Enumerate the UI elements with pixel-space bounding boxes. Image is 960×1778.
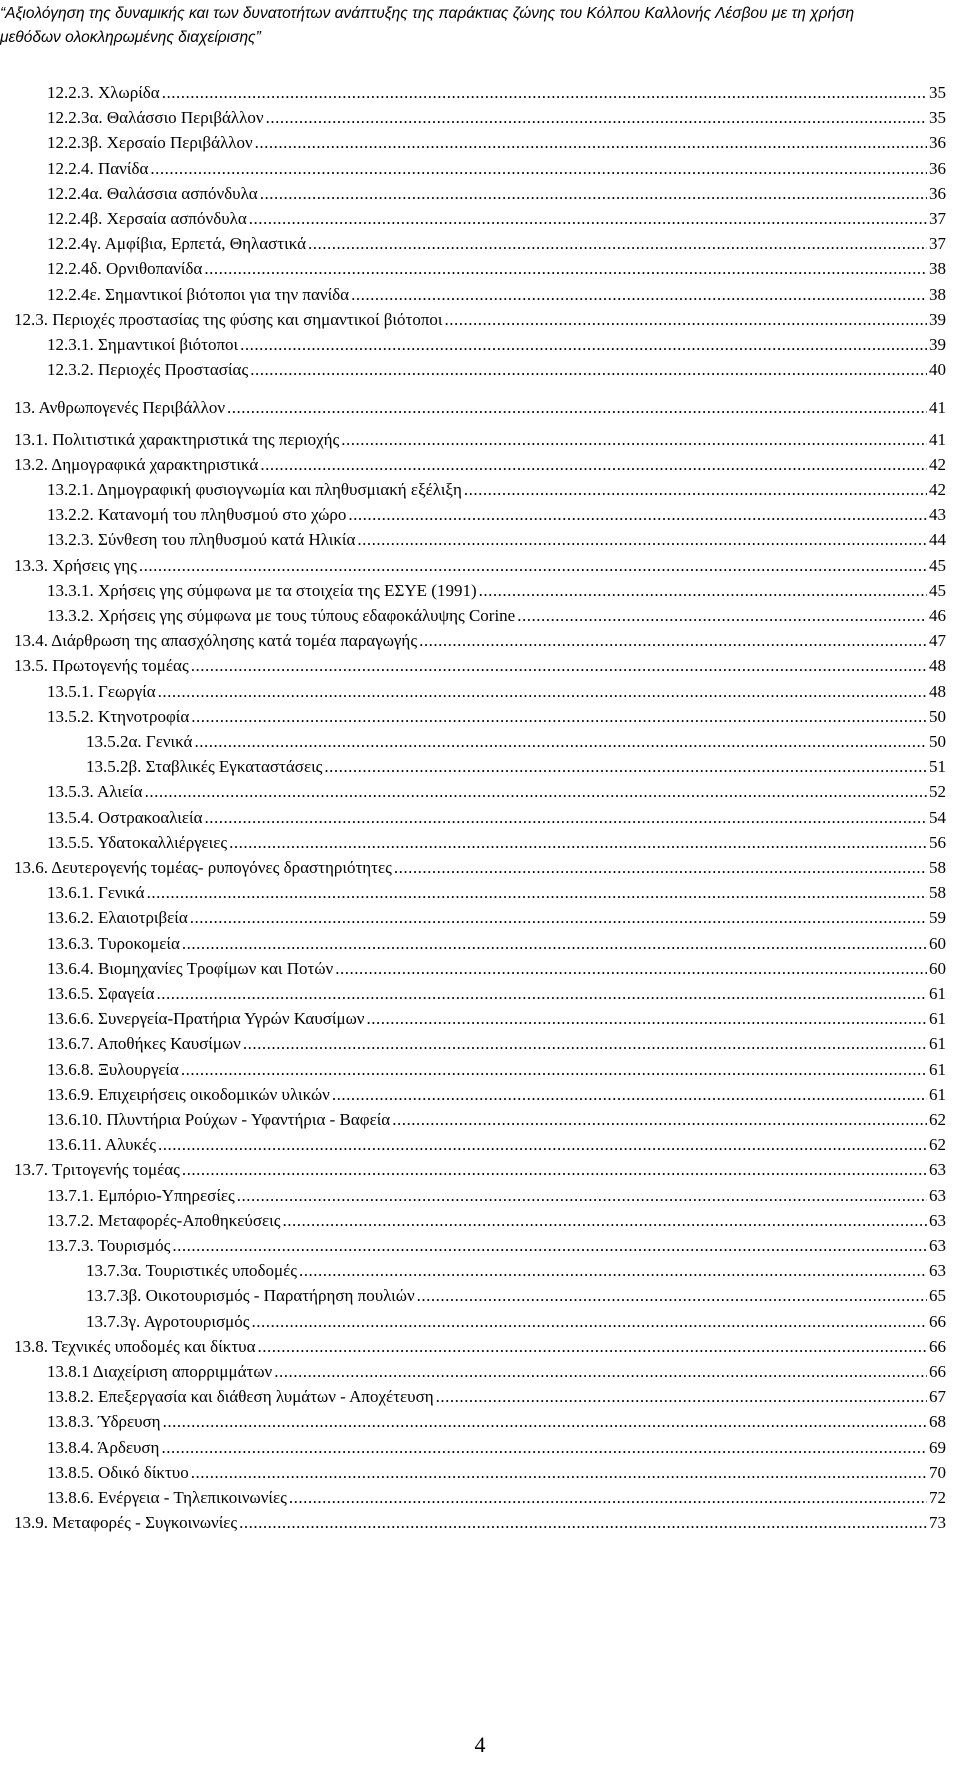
toc-entry-page: 51 [929, 757, 946, 777]
toc-entry-title: 13.7.3. Τουρισμός [47, 1236, 171, 1255]
toc-entry-page: 50 [929, 706, 946, 726]
toc-leader-dots [191, 1460, 927, 1485]
toc-entry-title: 13.5.2β. Σταβλικές Εγκαταστάσεις [86, 757, 323, 777]
toc-entry[interactable] [47, 256, 946, 281]
toc-leader-dots [357, 527, 927, 552]
toc-leader-dots [190, 905, 927, 930]
toc-entry-title: 12.2.4. Πανίδα [47, 158, 149, 178]
toc-entry-page: 36 [929, 158, 946, 178]
toc-entry-page: 63 [929, 1210, 946, 1230]
toc-leader-dots [227, 395, 927, 420]
toc-entry-title: 13.7.3α. Τουριστικές υποδομές [86, 1261, 298, 1281]
toc-entry-title: 13.7.3γ. Αγροτουρισμός [86, 1311, 250, 1331]
toc-entry-page: 73 [929, 1513, 946, 1533]
toc-entry-page: 50 [929, 732, 946, 751]
toc-entry-page: 41 [929, 429, 946, 449]
toc-leader-dots [252, 1309, 928, 1334]
toc-entry-title: 13.6.6. Συνεργεία-Πρατήρια Υγρών Καυσίμων [47, 1009, 365, 1029]
toc-entry-title: 13.8.3. Ύδρευση [47, 1412, 161, 1432]
toc-entry-page: 42 [929, 454, 946, 474]
toc-entry-page: 39 [929, 309, 946, 329]
toc-leader-dots [240, 332, 927, 357]
toc-entry-title: 13.7.1. Εμπόριο-Υπηρεσίες [47, 1185, 235, 1205]
toc-entry[interactable] [47, 956, 946, 981]
toc-entry[interactable] [14, 427, 946, 452]
toc-entry[interactable] [47, 527, 946, 552]
toc-entry[interactable] [47, 981, 946, 1006]
toc-entry-title: 13.5.4. Οστρακοαλιεία [47, 807, 203, 827]
toc-entry-page: 66 [929, 1336, 946, 1356]
toc-entry[interactable] [47, 1006, 946, 1031]
toc-entry[interactable] [47, 105, 946, 130]
toc-entry-page: 68 [929, 1412, 946, 1432]
toc-entry[interactable] [47, 679, 946, 704]
toc-entry[interactable] [47, 880, 946, 905]
toc-entry-page: 61 [929, 1084, 946, 1104]
toc-entry-page: 63 [929, 1185, 946, 1205]
toc-entry-title: 13.8.5. Οδικό δίκτυο [47, 1462, 189, 1482]
toc-entry[interactable] [47, 1233, 946, 1258]
toc-entry[interactable] [14, 1334, 946, 1359]
toc-entry-page: 60 [929, 933, 946, 953]
toc-leader-dots [194, 729, 927, 754]
toc-leader-dots [445, 307, 928, 332]
toc-entry-title: 13.8.2. Επεξεργασία και διάθεση λυμάτων - Αποχέτευση [47, 1387, 434, 1407]
toc-entry-title: 13.8.1 Διαχείριση απορριμμάτων [47, 1362, 273, 1381]
toc-leader-dots [366, 1006, 927, 1031]
toc-entry-title: 12.2.4δ. Ορνιθοπανίδα [47, 259, 203, 279]
toc-leader-dots [237, 1183, 927, 1208]
toc-entry-page: 59 [929, 908, 946, 928]
toc-entry-title: 13.8.6. Ενέργεια - Τηλεπικοινωνίες [47, 1488, 287, 1507]
toc-entry-title: 13.3. Χρήσεις γης [14, 555, 137, 575]
toc-entry[interactable] [47, 1132, 946, 1157]
toc-entry-title: 12.2.4β. Χερσαία ασπόνδυλα [47, 209, 247, 228]
toc-leader-dots [158, 679, 927, 704]
toc-entry-title: 13.2.1. Δημογραφική φυσιογνωμία και πληθυσμιακή εξέλιξη [47, 480, 462, 499]
toc-entry-page: 62 [929, 1110, 946, 1129]
toc-entry-title: 13.4. Διάρθρωση της απασχόλησης κατά τομέα παραγωγής [14, 631, 418, 651]
toc-leader-dots [205, 805, 928, 830]
toc-entry[interactable] [47, 1208, 946, 1233]
toc-leader-dots [299, 1258, 927, 1283]
toc-leader-dots [249, 206, 927, 231]
toc-leader-dots [260, 181, 927, 206]
toc-leader-dots [163, 1409, 927, 1434]
toc-entry[interactable] [47, 1384, 946, 1409]
toc-entry[interactable] [47, 502, 946, 527]
toc-entry-page: 61 [929, 984, 946, 1003]
toc-entry-page: 67 [929, 1387, 946, 1407]
toc-entry-page: 43 [929, 505, 946, 525]
toc-entry[interactable] [47, 603, 946, 628]
toc-entry-page: 58 [929, 883, 946, 903]
toc-entry[interactable] [86, 1258, 946, 1283]
toc-entry-title: 13.6.8. Ξυλουργεία [47, 1059, 179, 1079]
toc-entry[interactable] [47, 578, 946, 603]
toc-entry-page: 61 [929, 1059, 946, 1079]
toc-entry[interactable] [86, 1283, 946, 1308]
toc-leader-dots [158, 1132, 927, 1157]
toc-entry-page: 72 [929, 1488, 946, 1507]
toc-entry[interactable] [47, 1057, 946, 1082]
toc-entry-title: 13.7. Τριτογενής τομέας [14, 1160, 180, 1180]
toc-entry[interactable] [47, 130, 946, 155]
toc-leader-dots [260, 452, 927, 477]
toc-entry-page: 45 [929, 555, 946, 575]
toc-leader-dots [419, 628, 927, 653]
toc-entry[interactable] [47, 779, 946, 804]
toc-entry-title: 12.2.3. Χλωρίδα [47, 83, 160, 102]
toc-entry-title: 13.8. Τεχνικές υποδομές και δίκτυα [14, 1336, 256, 1356]
toc-entry-page: 37 [929, 209, 946, 228]
toc-leader-dots [436, 1384, 927, 1409]
toc-leader-dots [239, 1510, 927, 1535]
toc-entry-page: 63 [929, 1160, 946, 1180]
toc-leader-dots [181, 1057, 927, 1082]
toc-entry[interactable] [47, 1082, 946, 1107]
toc-entry[interactable] [47, 206, 946, 231]
toc-entry-page: 69 [929, 1437, 946, 1457]
toc-entry-title: 13.7.2. Μεταφορές-Αποθηκεύσεις [47, 1210, 281, 1230]
toc-leader-dots [204, 256, 927, 281]
toc-entry[interactable] [47, 1031, 946, 1056]
toc-entry-page: 39 [929, 335, 946, 354]
toc-entry-title: 13.7.3β. Οικοτουρισμός - Παρατήρηση πουλιών [86, 1286, 415, 1306]
toc-entry[interactable] [47, 1183, 946, 1208]
toc-entry[interactable] [47, 1435, 946, 1460]
toc-entry-title: 13.6.10. Πλυντήρια Ρούχων - Υφαντήρια - Βαφεία [47, 1110, 391, 1129]
toc-entry-title: 13.2.2. Κατανομή του πληθυσμού στο χώρο [47, 505, 347, 525]
toc-entry-page: 61 [929, 1034, 946, 1054]
toc-entry[interactable] [14, 553, 946, 578]
toc-leader-dots [308, 231, 927, 256]
toc-leader-dots [162, 80, 927, 105]
toc-entry-title: 12.2.3α. Θαλάσσιο Περιβάλλον [47, 108, 264, 128]
toc-entry-page: 46 [929, 606, 946, 625]
toc-entry-title: 13.6.11. Αλυκές [47, 1135, 156, 1155]
header-title-line-2: μεθόδων ολοκληρωμένης διαχείρισης” [0, 29, 261, 46]
toc-leader-dots [161, 1435, 927, 1460]
toc-entry[interactable] [47, 332, 946, 357]
toc-entry[interactable] [47, 830, 946, 855]
toc-entry[interactable] [14, 628, 946, 653]
toc-entry-title: 12.2.4ε. Σημαντικοί βιότοποι για την πανίδα [47, 284, 350, 304]
toc-entry[interactable] [47, 231, 946, 256]
toc-entry-title: 13.1. Πολιτιστικά χαρακτηριστικά της περιοχής [14, 429, 340, 449]
toc-leader-dots [417, 1283, 927, 1308]
toc-entry-title: 13.6.4. Βιομηχανίες Τροφίμων και Ποτών [47, 958, 334, 978]
toc-entry-title: 13.5.2α. Γενικά [86, 732, 193, 751]
toc-entry-title: 13.3.2. Χρήσεις γης σύμφωνα με τους τύπους εδαφοκάλυψης Corine [47, 606, 516, 625]
toc-entry-title: 13.6.1. Γενικά [47, 883, 145, 903]
toc-entry-title: 13.6. Δευτερογενής τομέας- ρυπογόνες δραστηριότητες [14, 858, 392, 877]
toc-entry-title: 12.2.3β. Χερσαίο Περιβάλλον [47, 133, 253, 153]
toc-entry-title: 13.5.1. Γεωργία [47, 681, 156, 701]
toc-leader-dots [341, 427, 927, 452]
toc-leader-dots [392, 1107, 927, 1132]
toc-entry-page: 56 [929, 832, 946, 852]
toc-entry-page: 44 [929, 530, 946, 550]
toc-entry-title: 12.3.2. Περιοχές Προστασίας [47, 360, 249, 380]
toc-leader-dots [274, 1359, 927, 1384]
toc-entry-page: 48 [929, 656, 946, 676]
toc-entry-title: 13.5.5. Υδατοκαλλιέργειες [47, 832, 228, 852]
toc-entry-page: 35 [929, 108, 946, 128]
toc-leader-dots [243, 1031, 927, 1056]
toc-entry-page: 41 [929, 398, 946, 418]
toc-entry-title: 13.5.2. Κτηνοτροφία [47, 706, 190, 726]
toc-entry-title: 13.6.7. Αποθήκες Καυσίμων [47, 1034, 241, 1054]
toc-leader-dots [324, 754, 927, 779]
toc-entry[interactable] [47, 905, 946, 930]
toc-entry-page: 60 [929, 958, 946, 978]
toc-leader-dots [229, 830, 927, 855]
toc-leader-dots [147, 880, 927, 905]
toc-entry[interactable] [47, 282, 946, 307]
toc-entry-page: 63 [929, 1261, 946, 1281]
toc-entry-page: 38 [929, 284, 946, 304]
toc-entry-title: 13.6.5. Σφαγεία [47, 984, 155, 1003]
toc-entry[interactable] [14, 855, 946, 880]
header-title-line-1: “Αξιολόγηση της δυναμικής και των δυνατοτήτων ανάπτυξης της παράκτιας ζώνης του Κόλπου Καλλονής Λέσβου με τη χρήση [0, 5, 855, 22]
toc-entry-page: 65 [929, 1286, 946, 1306]
toc-entry[interactable] [47, 1460, 946, 1485]
toc-leader-dots [191, 653, 927, 678]
toc-entry-page: 45 [929, 580, 946, 600]
toc-leader-dots [156, 981, 927, 1006]
toc-entry-title: 12.2.4α. Θαλάσσια ασπόνδυλα [47, 183, 258, 203]
document-header [0, 2, 960, 50]
toc-leader-dots [250, 357, 927, 382]
toc-leader-dots [150, 156, 927, 181]
toc-entry-page: 63 [929, 1236, 946, 1255]
toc-entry-page: 66 [929, 1362, 946, 1381]
toc-entry-page: 36 [929, 133, 946, 153]
toc-entry[interactable] [47, 181, 946, 206]
toc-entry[interactable] [86, 754, 946, 779]
toc-entry[interactable] [86, 1309, 946, 1334]
toc-entry[interactable] [14, 1510, 946, 1535]
toc-leader-dots [182, 931, 927, 956]
toc-leader-dots [172, 1233, 927, 1258]
toc-entry[interactable] [47, 80, 946, 105]
toc-entry-title: 12.2.4γ. Αμφίβια, Ερπετά, Θηλαστικά [47, 234, 307, 254]
toc-leader-dots [289, 1485, 927, 1510]
toc-entry-page: 48 [929, 681, 946, 701]
toc-entry-title: 13.2. Δημογραφικά χαρακτηριστικά [14, 454, 259, 474]
toc-entry[interactable] [86, 729, 946, 754]
toc-entry-page: 37 [929, 234, 946, 254]
toc-entry[interactable] [47, 156, 946, 181]
toc-entry-title: 13.9. Μεταφορές - Συγκοινωνίες [14, 1513, 238, 1533]
toc-leader-dots [266, 105, 927, 130]
toc-entry-page: 35 [929, 83, 946, 102]
toc-entry-page: 38 [929, 259, 946, 279]
toc-leader-dots [517, 603, 927, 628]
toc-entry-title: 13.2.3. Σύνθεση του πληθυσμού κατά Ηλικία [47, 530, 356, 550]
toc-entry[interactable] [14, 1157, 946, 1182]
toc-entry[interactable] [47, 931, 946, 956]
toc-entry-page: 52 [929, 782, 946, 802]
toc-leader-dots [139, 553, 927, 578]
toc-entry[interactable] [14, 653, 946, 678]
toc-entry-page: 47 [929, 631, 946, 651]
toc-leader-dots [258, 1334, 928, 1359]
toc-entry-title: 12.3.1. Σημαντικοί βιότοποι [47, 335, 239, 354]
toc-entry[interactable] [47, 805, 946, 830]
toc-entry-page: 58 [929, 858, 946, 877]
toc-leader-dots [255, 130, 927, 155]
toc-entry-title: 13. Ανθρωπογενές Περιβάλλον [14, 398, 226, 418]
toc-entry-title: 13.3.1. Χρήσεις γης σύμφωνα με τα στοιχεία της ΕΣΥΕ (1991) [47, 580, 477, 600]
page-number: 4 [474, 1732, 486, 1757]
toc-entry[interactable] [47, 704, 946, 729]
toc-leader-dots [182, 1157, 927, 1182]
toc-entry-page: 66 [929, 1311, 946, 1331]
toc-entry-title: 13.5.3. Αλιεία [47, 782, 143, 802]
toc-leader-dots [191, 704, 927, 729]
toc-leader-dots [145, 779, 927, 804]
toc-entry-page: 61 [929, 1009, 946, 1029]
toc-leader-dots [282, 1208, 927, 1233]
toc-entry-title: 13.6.2. Ελαιοτριβεία [47, 908, 188, 928]
toc-entry-title: 13.6.9. Επιχειρήσεις οικοδομικών υλικών [47, 1084, 330, 1104]
toc-entry[interactable] [47, 1359, 946, 1384]
toc-leader-dots [464, 477, 927, 502]
toc-entry[interactable] [47, 357, 946, 382]
toc-leader-dots [332, 1082, 927, 1107]
toc-entry[interactable] [47, 1485, 946, 1510]
toc-leader-dots [348, 502, 927, 527]
toc-entry-page: 36 [929, 183, 946, 203]
toc-entry-title: 12.3. Περιοχές προστασίας της φύσης και σημαντικοί βιότοποι [14, 309, 443, 329]
toc-leader-dots [479, 578, 927, 603]
toc-entry[interactable] [14, 307, 946, 332]
toc-entry-title: 13.5. Πρωτογενής τομέας [14, 656, 189, 676]
toc-entry-title: 13.6.3. Τυροκομεία [47, 933, 180, 953]
toc-entry-page: 70 [929, 1462, 946, 1482]
toc-entry-page: 40 [929, 360, 946, 380]
toc-leader-dots [394, 855, 927, 880]
toc-entry-page: 42 [929, 480, 946, 499]
toc-leader-dots [335, 956, 927, 981]
toc-entry[interactable] [14, 395, 946, 420]
toc-entry[interactable] [47, 1107, 946, 1132]
toc-leader-dots [351, 282, 927, 307]
toc-entry[interactable] [14, 452, 946, 477]
toc-entry-page: 54 [929, 807, 946, 827]
toc-entry[interactable] [47, 477, 946, 502]
toc-entry-page: 62 [929, 1135, 946, 1155]
toc-entry[interactable] [47, 1409, 946, 1434]
toc-entry-title: 13.8.4. Άρδευση [47, 1437, 160, 1457]
